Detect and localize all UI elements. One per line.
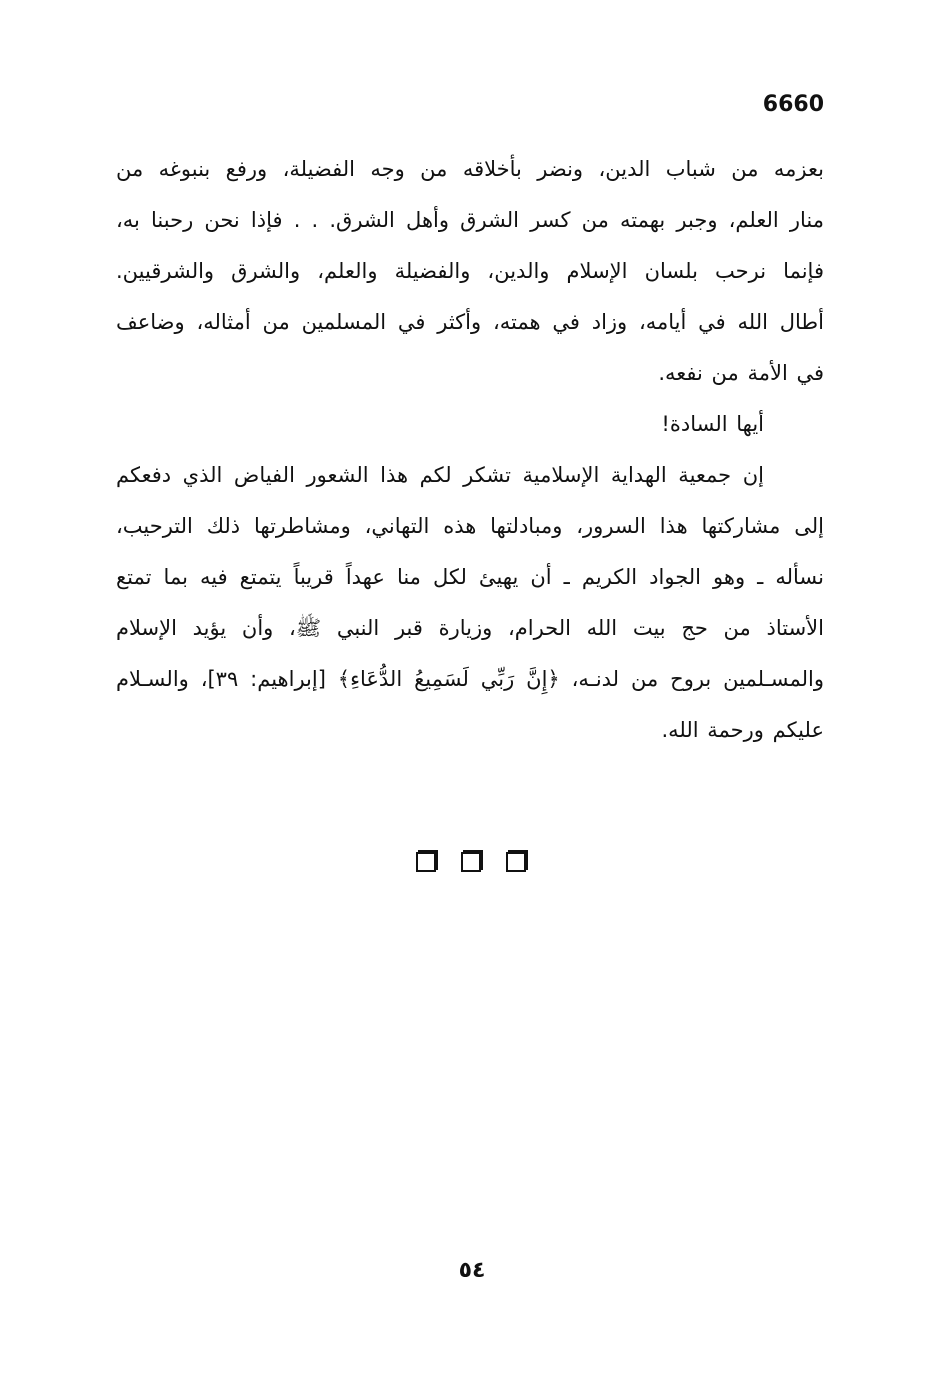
page-code: 6660 [762, 92, 824, 117]
square-ornament-icon [506, 852, 526, 872]
text-line: إلى مشاركتها هذا السرور، ومبادلتها هذه التهاني، ومشاطرتها ذلك الترحيب، [116, 514, 824, 538]
body-text [116, 144, 824, 756]
text-line: إن جمعية الهداية الإسلامية تشكر لكم هذا الشعور الفياض الذي دفعكم [116, 463, 764, 487]
text-line: الأستاذ من حج بيت الله الحرام، وزيارة قبر النبي ﷺ، وأن يؤيد الإسلام [116, 616, 824, 640]
text-line: أطال الله في أيامه، وزاد في همته، وأكثر في المسلمين من أمثاله، وضاعف [116, 310, 824, 334]
text-line: فإنما نرحب بلسان الإسلام والدين، والفضيلة والعلم، والشرق والشرقيين. [116, 259, 824, 283]
section-heading: أيها السادة! [661, 412, 764, 436]
section-divider-ornament [416, 852, 526, 876]
square-ornament-icon [416, 852, 436, 872]
text-line: عليكم ورحمة الله. [661, 718, 824, 742]
text-line: والمسـلمين بروح من لدنـه، ﴿إِنَّ رَبِّي لَسَمِيعُ الدُّعَاءِ﴾ [إبراهيم: ٣٩]، والسـلام [116, 667, 824, 691]
text-line: بعزمه من شباب الدين، ونضر بأخلاقه من وجه الفضيلة، ورفع بنبوغه من [116, 157, 824, 181]
page-number: ٥٤ [458, 1258, 486, 1283]
text-line: في الأمة من نفعه. [658, 361, 824, 385]
square-ornament-icon [461, 852, 481, 872]
text-line: منار العلم، وجبر بهمته من كسر الشرق وأهل الشرق. . . فإذا نحن رحبنا به، [116, 208, 824, 232]
text-line: نسأله ـ وهو الجواد الكريم ـ أن يهيئ لكل منا عهداً قريباً يتمتع فيه بما تمتع [116, 565, 824, 589]
